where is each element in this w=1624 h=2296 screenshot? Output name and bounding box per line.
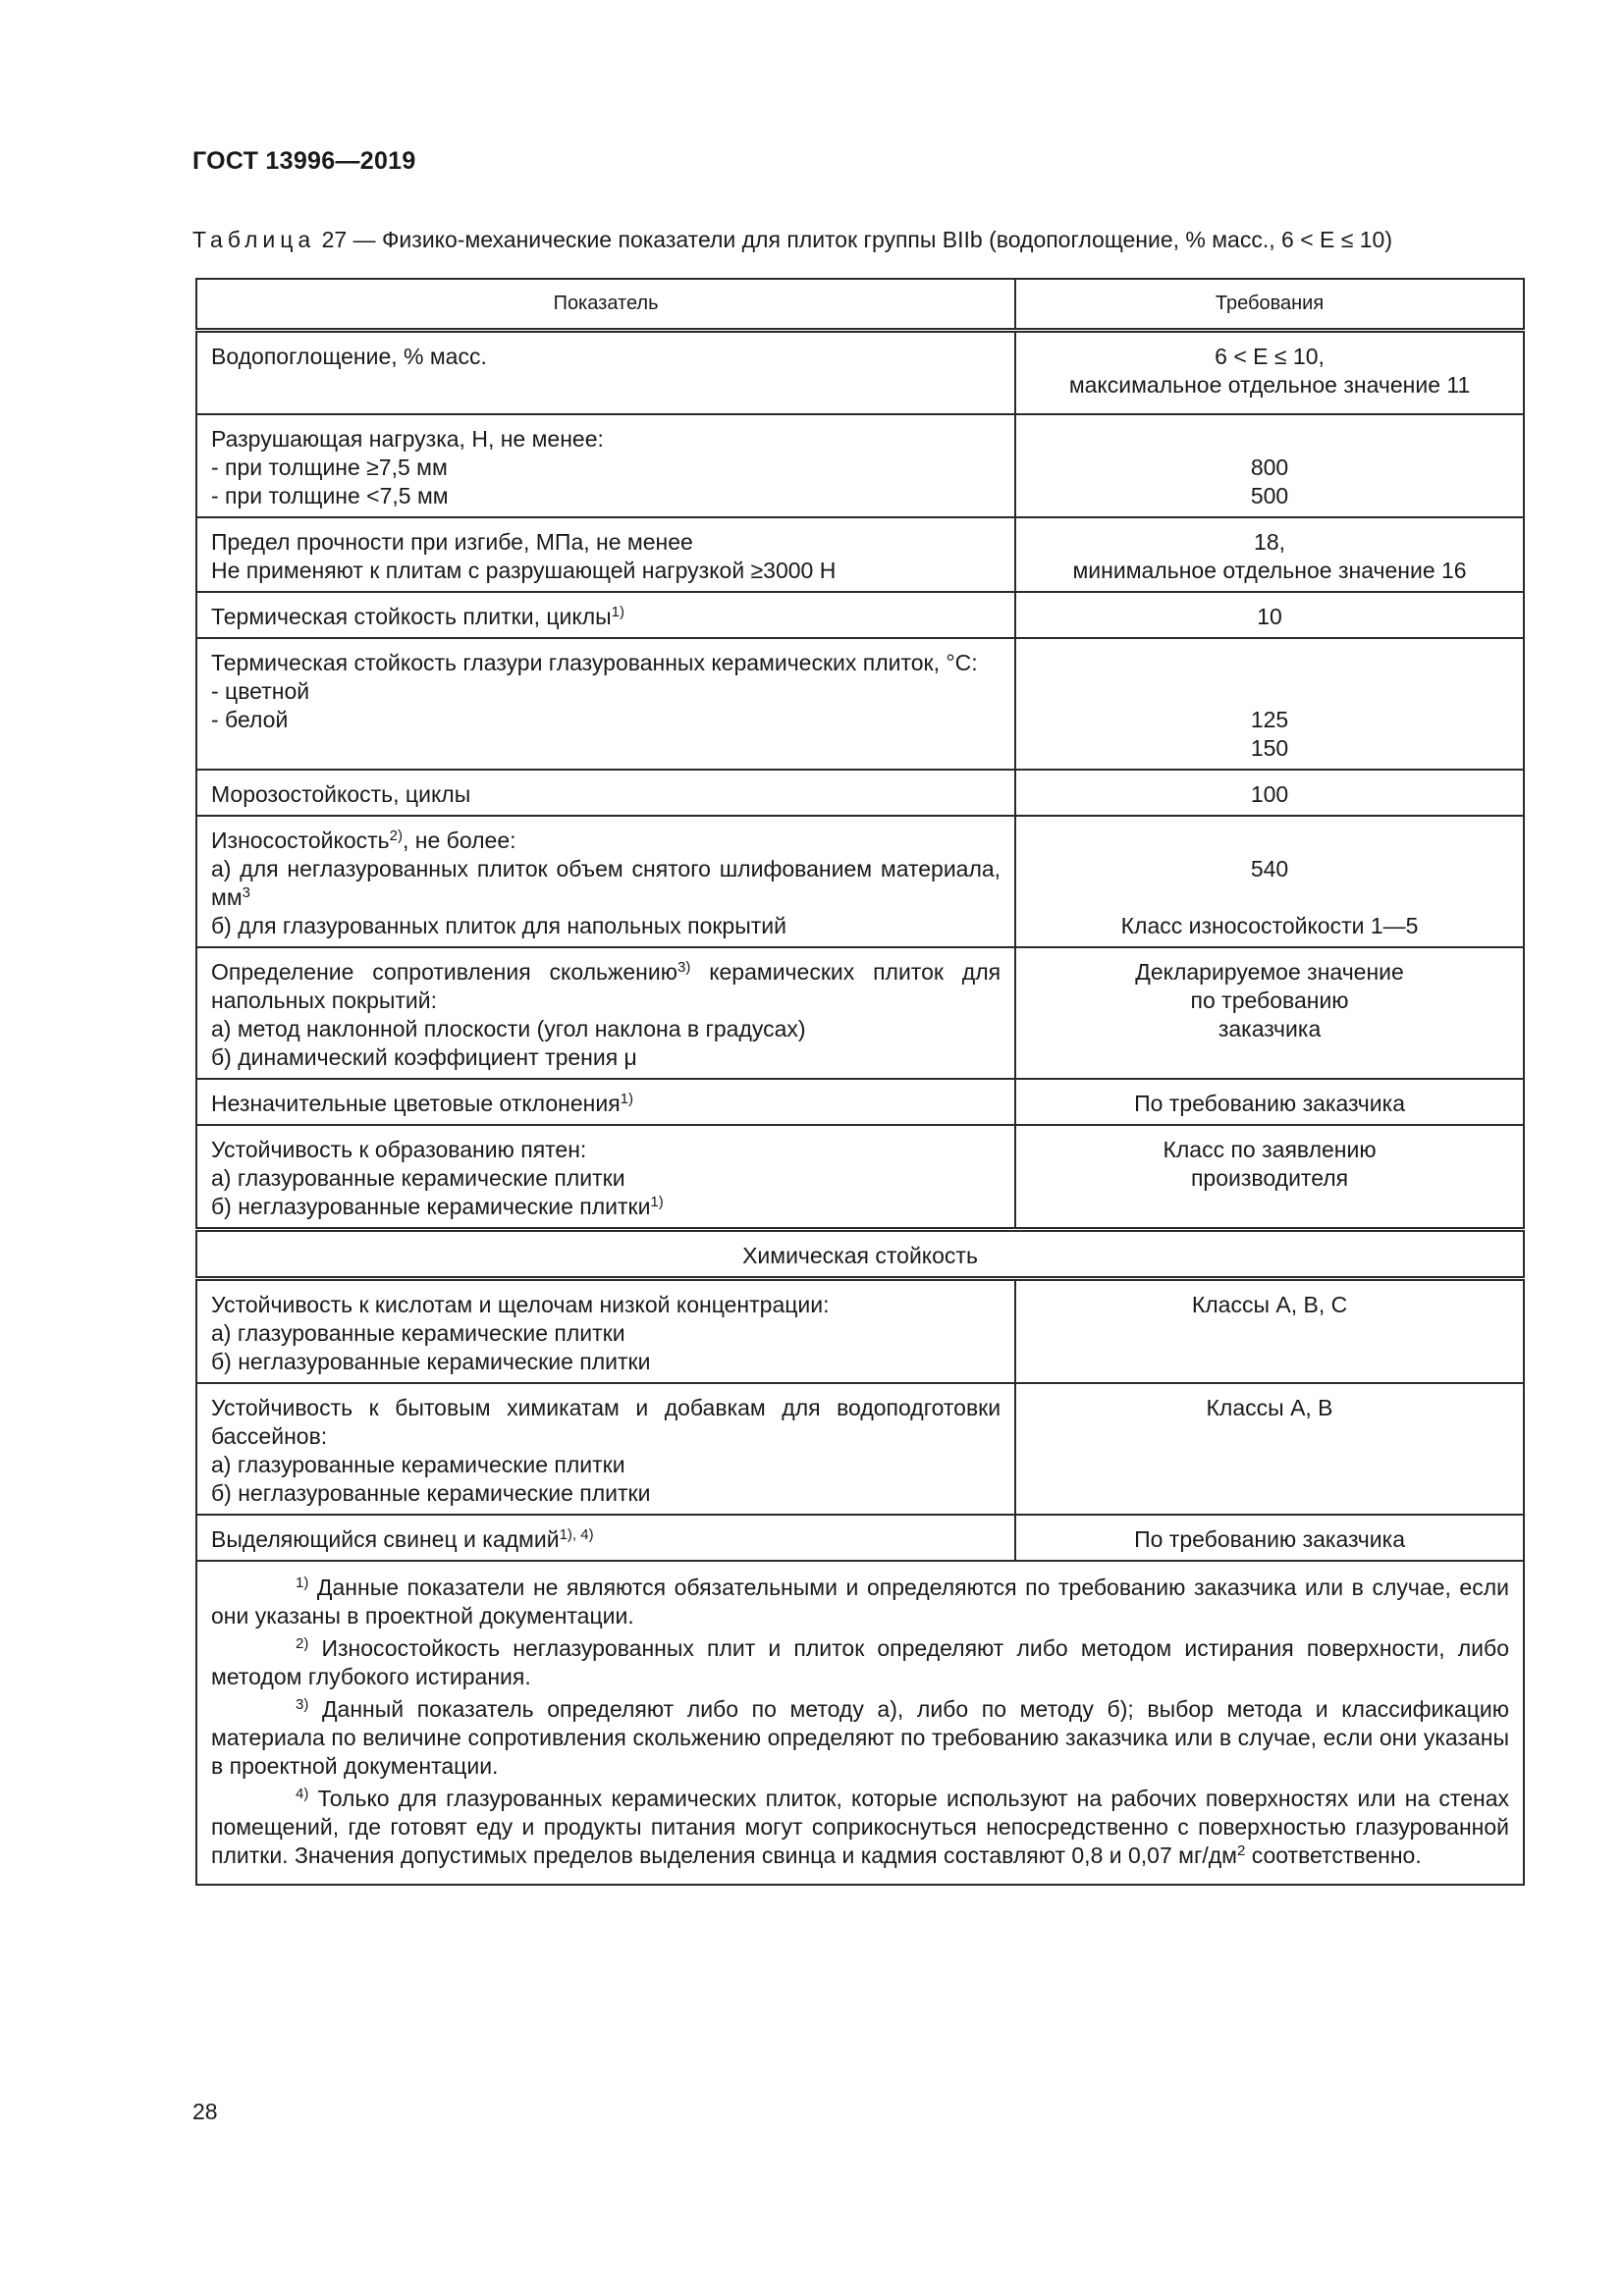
requirement-text: производителя xyxy=(1190,1164,1349,1191)
indicator-text: Устойчивость к образованию пятен: xyxy=(211,1136,587,1162)
requirement-cell xyxy=(1015,1278,1524,1383)
requirement-cell xyxy=(1015,414,1524,517)
table-caption-label: Таблица xyxy=(192,227,316,252)
indicator-subitem: б) динамический коэффициент трения μ xyxy=(211,1043,637,1070)
footnote: $^{1)}$ Данные показатели не являются обязательными и определяются по требованию заказчика или в случае, если они указаны в проектной документации. xyxy=(211,1574,1509,1629)
table-notes xyxy=(196,1561,1524,1885)
requirement-text: заказчика xyxy=(1218,1015,1322,1041)
table-caption-text: 27 — Физико-механические показатели для плиток группы BIIb (водопоглощение, % масс., 6 < E ≤ 10) xyxy=(321,227,1393,252)
requirement-cell xyxy=(1015,1515,1524,1561)
indicator-subitem: - при толщине ≥7,5 мм xyxy=(211,454,448,480)
requirement-text: 6 < E ≤ 10, xyxy=(1215,343,1325,369)
indicator-subitem: - белой xyxy=(211,706,289,732)
requirement-text: Классы А, В xyxy=(1206,1394,1333,1420)
footnote: $^{3)}$ Данный показатель определяют либо по методу а), либо по методу б); выбор метода и классификацию материала по величине сопротивления скольжению определяют по требованию заказчика или в случае, если они указаны в проектной документации. xyxy=(211,1695,1509,1779)
requirement-cell xyxy=(1015,592,1524,638)
footnote: $^{2)}$ Износостойкость неглазурованных плит и плиток определяют либо методом истирания поверхности, либо методом глубокого истирания. xyxy=(211,1634,1509,1689)
footnote-mark: 1) xyxy=(611,603,624,620)
footnote-mark: 1), 4) xyxy=(559,1525,594,1543)
requirement-cell xyxy=(1015,947,1524,1079)
indicator-cell xyxy=(196,517,1015,592)
indicator-cell xyxy=(196,330,1015,414)
indicator-subitem: а) для неглазурованных плиток объем снятого шлифованием материала, $мм^3$ xyxy=(211,855,1001,910)
indicator-text: Незначительные цветовые отклонения xyxy=(211,1090,621,1116)
indicators-table xyxy=(195,278,1525,1886)
footnote-mark: 2) xyxy=(296,1634,309,1652)
section-title: Химическая стойкость xyxy=(196,1229,1524,1278)
indicator-subitem: а) глазурованные керамические плитки xyxy=(211,1319,625,1346)
indicator-text: Не применяют к плитам с разрушающей нагрузкой ≥3000 Н xyxy=(211,557,837,583)
table-row xyxy=(196,947,1524,1079)
table-row xyxy=(196,1515,1524,1561)
requirement-cell xyxy=(1015,330,1524,414)
indicator-text: Предел прочности при изгибе, МПа, не менее xyxy=(211,528,693,555)
footnote-mark: 2) xyxy=(389,827,404,844)
footnote-mark: 1) xyxy=(620,1090,633,1107)
requirement-text: 540 xyxy=(1250,855,1289,881)
indicator-text: Определение сопротивления скольжению$^{3)}$ керамических плиток для напольных покрытий: xyxy=(211,958,1001,1013)
footnote-mark: 1) xyxy=(650,1193,664,1210)
requirement-text: минимальное отдельное значение 16 xyxy=(1072,557,1467,583)
requirement-text: 800 xyxy=(1250,454,1289,480)
indicator-subitem: - при толщине <7,5 мм xyxy=(211,482,449,508)
indicator-cell xyxy=(196,770,1015,816)
table-row xyxy=(196,414,1524,517)
indicator-subitem: - цветной xyxy=(211,677,310,704)
requirement-text: 500 xyxy=(1250,482,1289,508)
table-row xyxy=(196,816,1524,947)
requirement-text: Класс по заявлению xyxy=(1163,1136,1377,1162)
indicator-cell xyxy=(196,1515,1015,1561)
indicator-subitem: б) неглазурованные керамические плитки$^{1)}$ xyxy=(211,1193,664,1219)
superscript: 2 xyxy=(1236,1842,1246,1859)
requirement-text: максимальное отдельное значение 11 xyxy=(1068,371,1471,398)
indicator-cell xyxy=(196,1278,1015,1383)
requirement-cell xyxy=(1015,1383,1524,1515)
requirement-cell xyxy=(1015,517,1524,592)
indicator-cell xyxy=(196,1079,1015,1125)
requirement-text: 18, xyxy=(1254,528,1286,555)
requirement-cell xyxy=(1015,816,1524,947)
footnote-mark: 3) xyxy=(296,1695,309,1713)
table-caption xyxy=(192,227,1528,253)
page-number: 28 xyxy=(192,2099,218,2124)
footnote-mark: 1) xyxy=(296,1574,309,1591)
document-code: ГОСТ 13996—2019 xyxy=(192,147,416,175)
indicator-text: Устойчивость к кислотам и щелочам низкой концентрации: xyxy=(211,1291,830,1317)
table-header-row xyxy=(196,279,1524,330)
requirement-text: Декларируемое значение xyxy=(1135,958,1404,985)
requirement-text: По требованию заказчика xyxy=(1134,1525,1405,1552)
indicator-text: Разрушающая нагрузка, Н, не менее: xyxy=(211,425,604,452)
table-row xyxy=(196,1278,1524,1383)
table-row xyxy=(196,638,1524,770)
table-row xyxy=(196,592,1524,638)
table-row xyxy=(196,330,1524,414)
requirement-text: 10 xyxy=(1257,603,1282,629)
indicator-subitem: а) глазурованные керамические плитки xyxy=(211,1164,625,1191)
requirement-cell xyxy=(1015,1125,1524,1230)
requirement-text: По требованию заказчика xyxy=(1134,1090,1405,1116)
requirement-text: Класс износостойкости 1—5 xyxy=(1120,912,1419,938)
section-row xyxy=(196,1229,1524,1278)
indicator-text: Водопоглощение, % масс. xyxy=(211,343,487,369)
indicator-text: Морозостойкость, циклы xyxy=(211,780,471,807)
indicator-subitem: б) неглазурованные керамические плитки xyxy=(211,1348,651,1374)
indicator-cell xyxy=(196,1125,1015,1230)
indicator-cell xyxy=(196,414,1015,517)
indicator-subitem: а) метод наклонной плоскости (угол наклона в градусах) xyxy=(211,1015,806,1041)
indicator-text: Термическая стойкость глазури глазурованных керамических плиток, °С: xyxy=(211,649,978,675)
requirement-cell xyxy=(1015,1079,1524,1125)
requirement-cell xyxy=(1015,638,1524,770)
table-row xyxy=(196,1125,1524,1230)
footnote-mark: 4) xyxy=(296,1785,309,1802)
indicator-text: Выделяющийся свинец и кадмий xyxy=(211,1525,560,1552)
indicator-cell xyxy=(196,592,1015,638)
requirement-text: 100 xyxy=(1250,780,1289,807)
indicator-cell xyxy=(196,1383,1015,1515)
requirement-text: Классы А, В, С xyxy=(1191,1291,1348,1317)
indicator-subitem: б) для глазурованных плиток для напольных покрытий xyxy=(211,912,786,938)
footnote-mark: 3) xyxy=(677,958,691,976)
indicator-text: Износостойкость$^{2)}$, не более: xyxy=(211,827,516,853)
indicator-subitem: б) неглазурованные керамические плитки xyxy=(211,1479,651,1506)
indicator-text: Термическая стойкость плитки, циклы xyxy=(211,603,612,629)
requirement-text: 150 xyxy=(1250,734,1289,761)
superscript: 3 xyxy=(242,883,250,901)
requirement-text: 125 xyxy=(1250,706,1289,732)
header-indicator: Показатель xyxy=(196,279,1015,330)
requirement-text: по требованию xyxy=(1190,987,1349,1013)
footnote: $^{4)}$ Только для глазурованных керамических плиток, которые используют на рабочих поверхностях или на стенах помещений, где готовят еду и продукты питания могут соприкоснуться непосредственно с поверхностью глазурованной плитки. Значения допустимых пределов выделения свинца и кадмия составляют 0,8 и 0,07 $мг/дм^2$ соответственно. xyxy=(211,1785,1509,1868)
indicator-cell xyxy=(196,638,1015,770)
notes-row xyxy=(196,1561,1524,1885)
table-row xyxy=(196,1383,1524,1515)
indicator-text: Устойчивость к бытовым химикатам и добавкам для водоподготовки бассейнов: xyxy=(211,1394,1001,1449)
header-requirement: Требования xyxy=(1015,279,1524,330)
indicator-subitem: а) глазурованные керамические плитки xyxy=(211,1451,625,1477)
table-row xyxy=(196,770,1524,816)
table-row xyxy=(196,517,1524,592)
table-row xyxy=(196,1079,1524,1125)
indicator-cell xyxy=(196,816,1015,947)
requirement-cell xyxy=(1015,770,1524,816)
indicator-cell xyxy=(196,947,1015,1079)
